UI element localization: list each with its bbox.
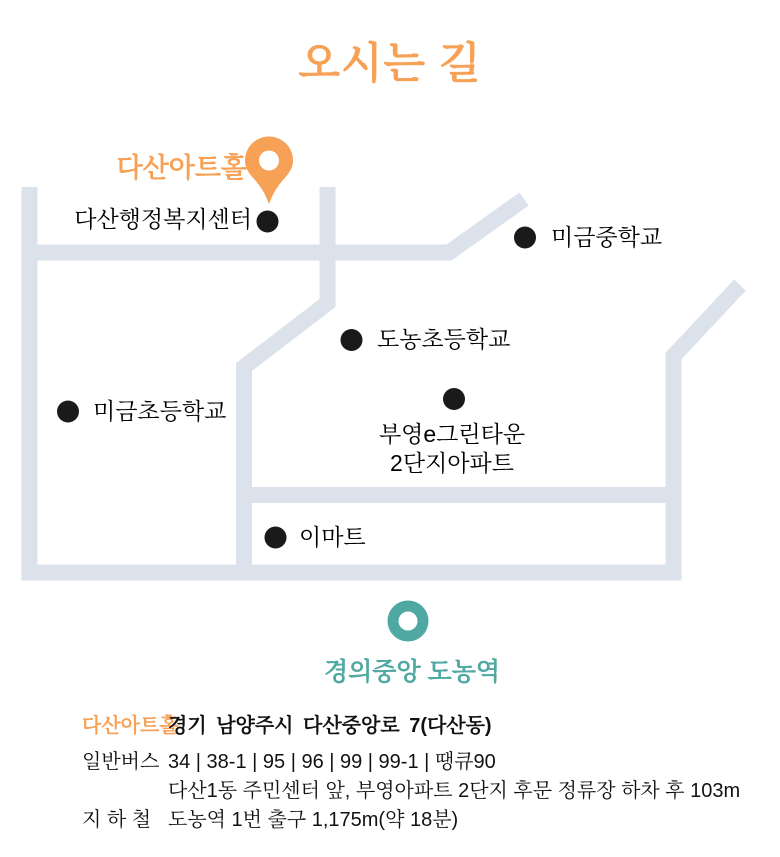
bus-detail-row [82,777,752,806]
bus-label: 일반버스 [82,751,160,773]
dot-migeum-elementary [57,401,79,423]
info-block [82,712,752,835]
map-label-dasan-center: 다산행정복지센터 [74,206,252,232]
road-right-vertical-with-diagonal [674,285,741,573]
map-label-donong-elementary: 도농초등학교 [377,326,511,352]
dot-donong-elementary [341,329,363,351]
venue-address: 경기 남양주시 다산중앙로 7(다산동) [168,715,492,737]
bus-routes: 34 | 38-1 | 95 | 96 | 99 | 99-1 | 땡큐90 [168,751,496,773]
map-pin-icon [245,137,293,205]
subway-row [82,806,752,835]
map-label-buyoung-line1: 부영e그린타운 [378,421,526,447]
dot-dasan-center [257,211,279,233]
dot-buyoung [443,388,465,410]
map-label-migeum-elementary: 미금초등학교 [93,398,227,424]
station-icon [393,606,423,636]
map-label-migeum-middle: 미금중학교 [551,224,663,250]
dot-migeum-middle [514,227,536,249]
map-label-buyoung-line2: 2단지아파트 [390,450,514,476]
dot-emart [265,527,287,549]
map-label-venue: 다산아트홀 [116,153,247,183]
address-row [82,712,752,741]
bus-detail: 다산1동 주민센터 앞, 부영아파트 2단지 후문 정류장 하차 후 103m [168,780,741,802]
page-title: 오시는 길 [298,40,482,88]
map-label-buyoung [379,420,525,478]
map-label-station: 경의중앙 도농역 [324,658,500,686]
bus-row [82,748,752,777]
subway-detail: 도농역 1번 출구 1,175m(약 18분) [168,809,459,831]
map-label-emart: 이마트 [299,524,366,550]
venue-name: 다산아트홀 [82,715,179,737]
subway-label: 지 하 철 [82,809,152,831]
